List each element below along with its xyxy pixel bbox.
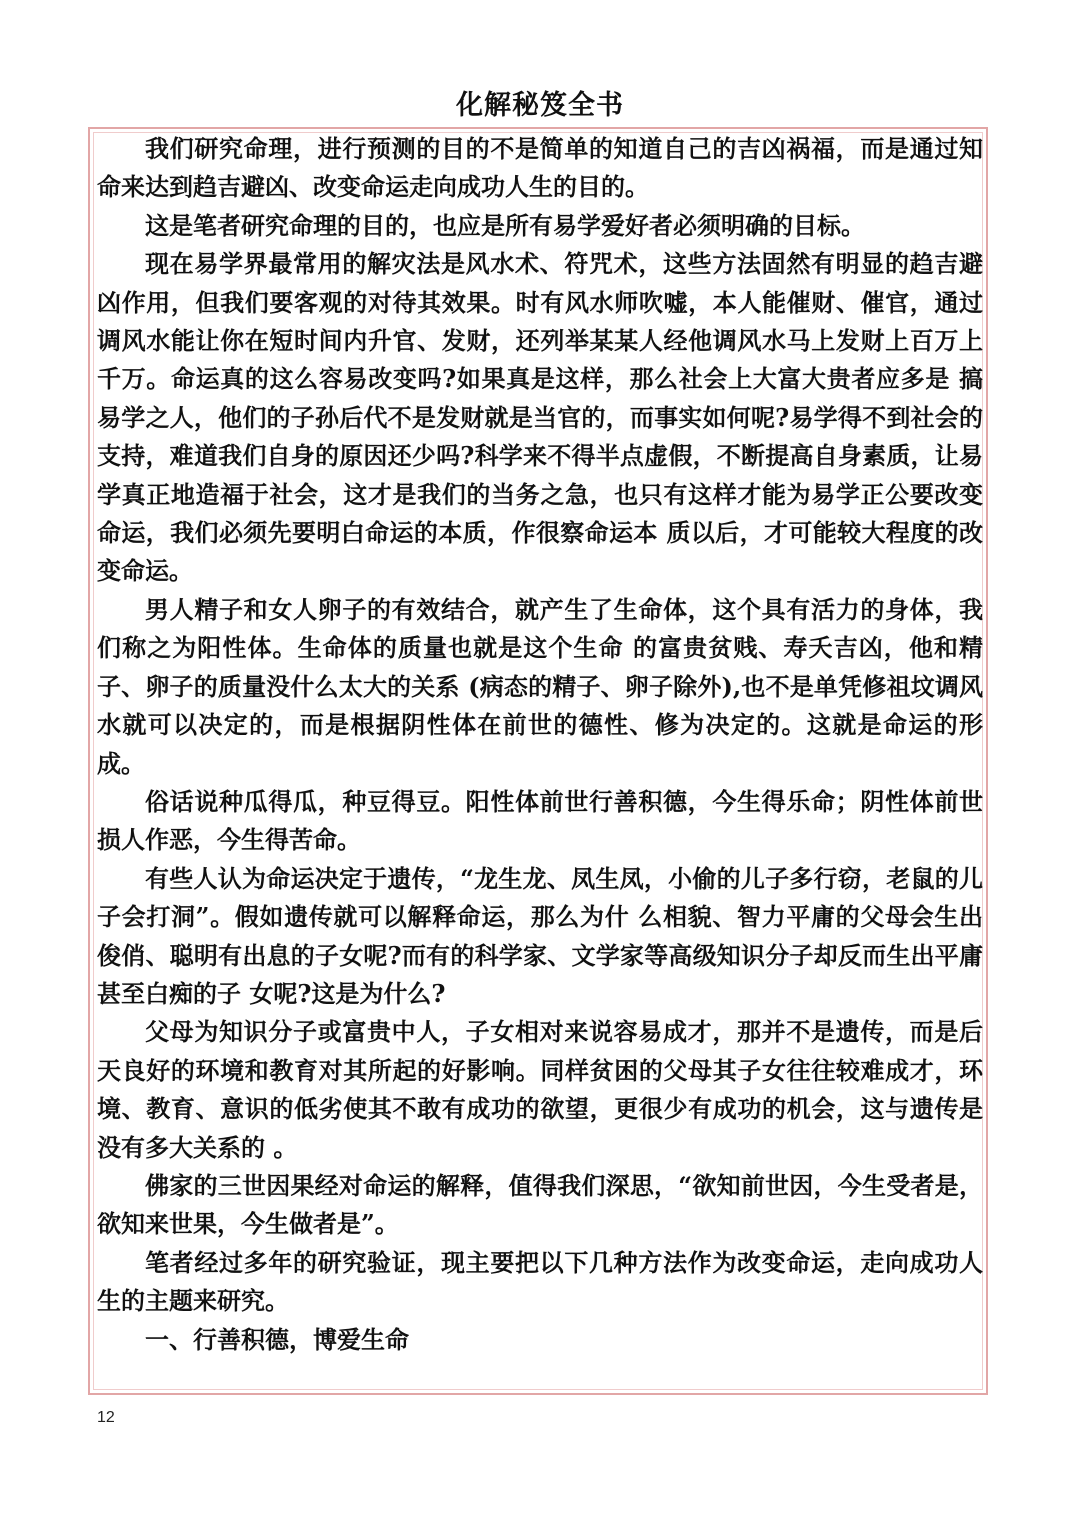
- paragraph: 有些人认为命运决定于遗传，“龙生龙、凤生凤，小偷的儿子多行窃，老鼠的儿子会打洞”。假如遗传就可以解释命运，那么为什 么相貌、智力平庸的父母会生出俊俏、聪明有出息的子女呢?而有的科学家、文学家等高级知识分子却反而生出平庸甚至白痴的子 女呢?这是为什么?: [97, 863, 983, 1008]
- paragraph: 这是笔者研究命理的目的，也应是所有易学爱好者必须明确的目标。: [145, 210, 865, 240]
- paragraph: 笔者经过多年的研究验证，现主要把以下几种方法作为改变命运，走向成功人生的主题来研究。: [97, 1247, 983, 1316]
- paragraph: 父母为知识分子或富贵中人，子女相对来说容易成才，那并不是遗传，而是后天良好的环境和教育对其所起的好影响。同样贫困的父母其子女往往较难成才，环境、教育、意识的低劣使其不敢有成功的欲望，更很少有成功的机会，这与遗传是没有多大关系的 。: [97, 1017, 983, 1162]
- paragraph: 男人精子和女人卵子的有效结合，就产生了生命体，这个具有活力的身体，我们称之为阳性体。生命体的质量也就是这个生命 的富贵贫贱、寿夭吉凶，他和精子、卵子的质量没什么太大的关系 (病态的精子、卵子除外),也不是单凭修祖坟调风水就可以决定的，而是根据阴性体在前世的德性、修为决定的。这就是命运的形 成。: [97, 594, 983, 778]
- page-number: 12: [97, 1409, 115, 1426]
- section-heading: 一、行善积德，博爱生命: [145, 1324, 409, 1354]
- paragraph: 佛家的三世因果经对命运的解释，值得我们深思，“欲知前世因，今生受者是，欲知来世果，今生做者是”。: [97, 1170, 983, 1239]
- paragraph: 我们研究命理，进行预测的目的不是简单的知道自己的吉凶祸福，而是通过知命来达到趋吉避凶、改变命运走向成功人生的目的。: [97, 134, 983, 202]
- paragraph: 现在易学界最常用的解灾法是风水术、符咒术，这些方法固然有明显的趋吉避凶作用，但我们要客观的对待其效果。时有风水师吹嘘，本人能催财、催官，通过调风水能让你在短时间内升官、发财，还列举某某人经他调风水马上发财上百万上千万。命运真的这么容易改变吗?如果真是这样，那么社会上大富大贵者应多是 搞易学之人，他们的子孙后代不是发财就是当官的，而事实如何呢?易学得不到社会的支持，难道我们自身的原因还少吗?科学来不得半点虚假，不断提高自身素质，让易学真正地造福于社会，这才是我们的当务之急，也只有这样才能为易学正公要改变命运，我们必须先要明白命运的本质，作很察命运本 质以后，才可能较大程度的改变命运。: [97, 249, 983, 586]
- page-title: 化解秘笈全书: [456, 90, 624, 121]
- body-text: [97, 130, 983, 1359]
- paragraph: 俗话说种瓜得瓜，种豆得豆。阳性体前世行善积德，今生得乐命；阴性体前世损人作恶，今生得苦命。: [97, 786, 983, 855]
